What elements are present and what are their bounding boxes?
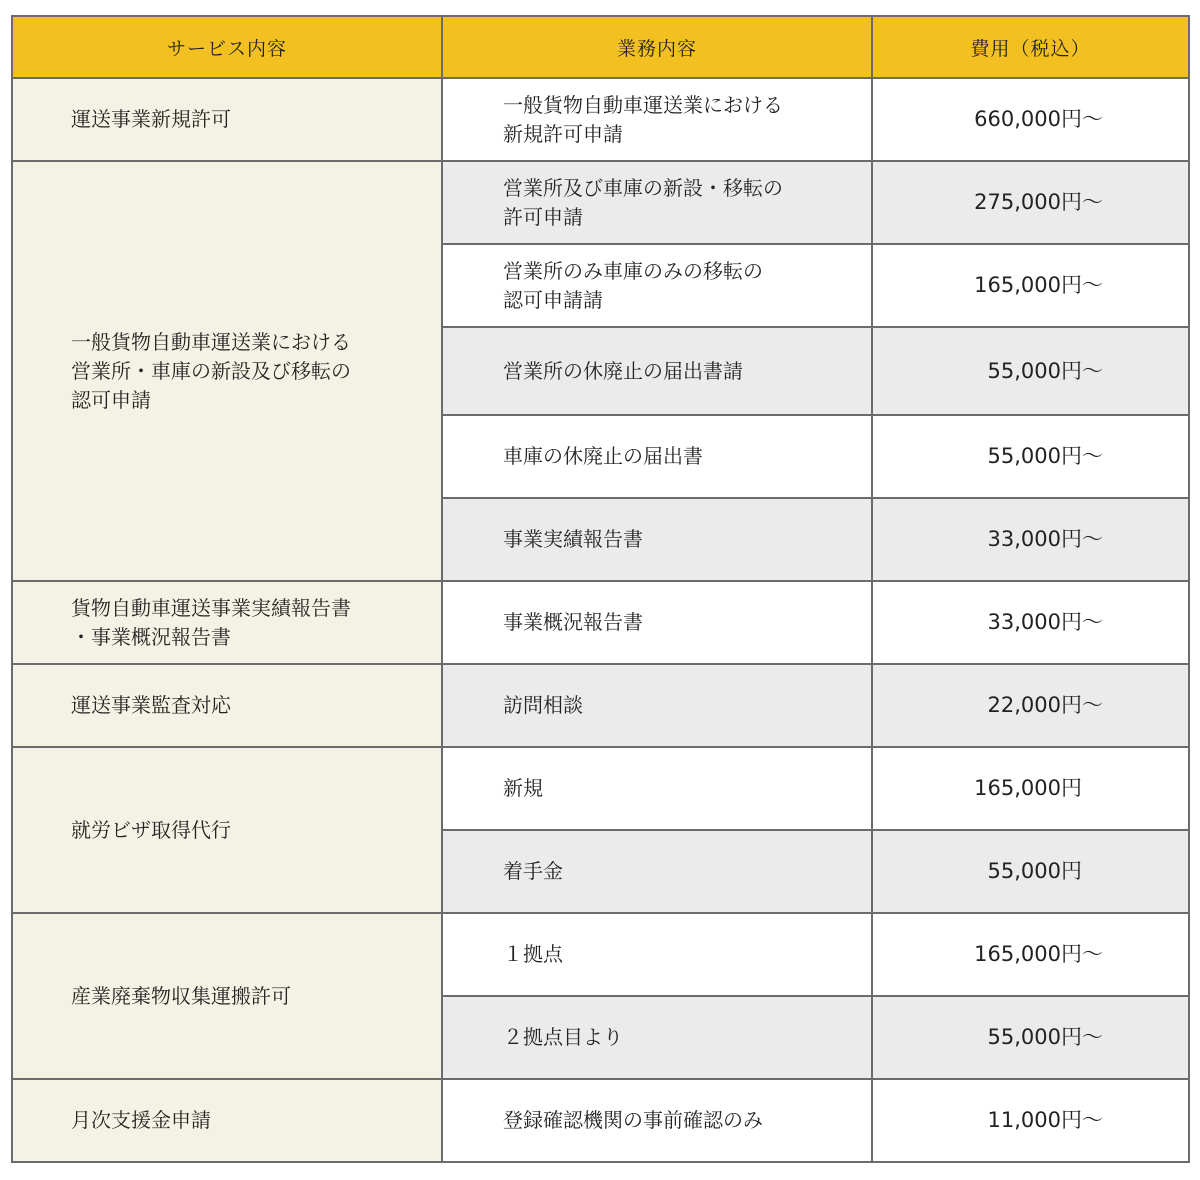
fee-cell: 55,000円〜 (872, 327, 1189, 415)
task-cell: 訪問相談 (442, 664, 872, 747)
service-cell: 月次支援金申請 (12, 1079, 442, 1162)
table-row (12, 581, 1189, 664)
service-cell: 貨物自動車運送事業実績報告書 ・事業概況報告書 (12, 581, 442, 664)
table-row (12, 747, 1189, 830)
table-row (12, 161, 1189, 244)
task-cell: ２拠点目より (442, 996, 872, 1079)
fee-cell: 33,000円〜 (872, 581, 1189, 664)
service-cell: 運送事業新規許可 (12, 78, 442, 161)
table-row (12, 78, 1189, 161)
table-row (12, 913, 1189, 996)
fee-cell: 55,000円 (872, 830, 1189, 913)
header-task: 業務内容 (442, 16, 872, 78)
task-cell: 営業所のみ車庫のみの移転の 認可申請請 (442, 244, 872, 327)
service-cell: 就労ビザ取得代行 (12, 747, 442, 913)
task-cell: 事業概況報告書 (442, 581, 872, 664)
fee-cell: 165,000円〜 (872, 913, 1189, 996)
fee-cell: 55,000円〜 (872, 996, 1189, 1079)
service-cell: 産業廃棄物収集運搬許可 (12, 913, 442, 1079)
fee-cell: 275,000円〜 (872, 161, 1189, 244)
fee-cell: 165,000円〜 (872, 244, 1189, 327)
task-cell: 営業所及び車庫の新設・移転の 許可申請 (442, 161, 872, 244)
fee-cell: 55,000円〜 (872, 415, 1189, 498)
task-cell: 営業所の休廃止の届出書請 (442, 327, 872, 415)
service-cell: 運送事業監査対応 (12, 664, 442, 747)
header-row (12, 16, 1189, 78)
fee-cell: 11,000円〜 (872, 1079, 1189, 1162)
fee-cell: 33,000円〜 (872, 498, 1189, 581)
service-cell: 一般貨物自動車運送業における 営業所・車庫の新設及び移転の 認可申請 (12, 161, 442, 581)
fee-cell: 22,000円〜 (872, 664, 1189, 747)
task-cell: 事業実績報告書 (442, 498, 872, 581)
price-table (11, 15, 1190, 1163)
header-service: サービス内容 (12, 16, 442, 78)
task-cell: 一般貨物自動車運送業における 新規許可申請 (442, 78, 872, 161)
fee-cell: 165,000円 (872, 747, 1189, 830)
task-cell: 新規 (442, 747, 872, 830)
fee-cell: 660,000円〜 (872, 78, 1189, 161)
task-cell: 着手金 (442, 830, 872, 913)
task-cell: １拠点 (442, 913, 872, 996)
header-fee: 費用（税込） (872, 16, 1189, 78)
table-row (12, 664, 1189, 747)
table-row (12, 1079, 1189, 1162)
task-cell: 車庫の休廃止の届出書 (442, 415, 872, 498)
task-cell: 登録確認機関の事前確認のみ (442, 1079, 872, 1162)
